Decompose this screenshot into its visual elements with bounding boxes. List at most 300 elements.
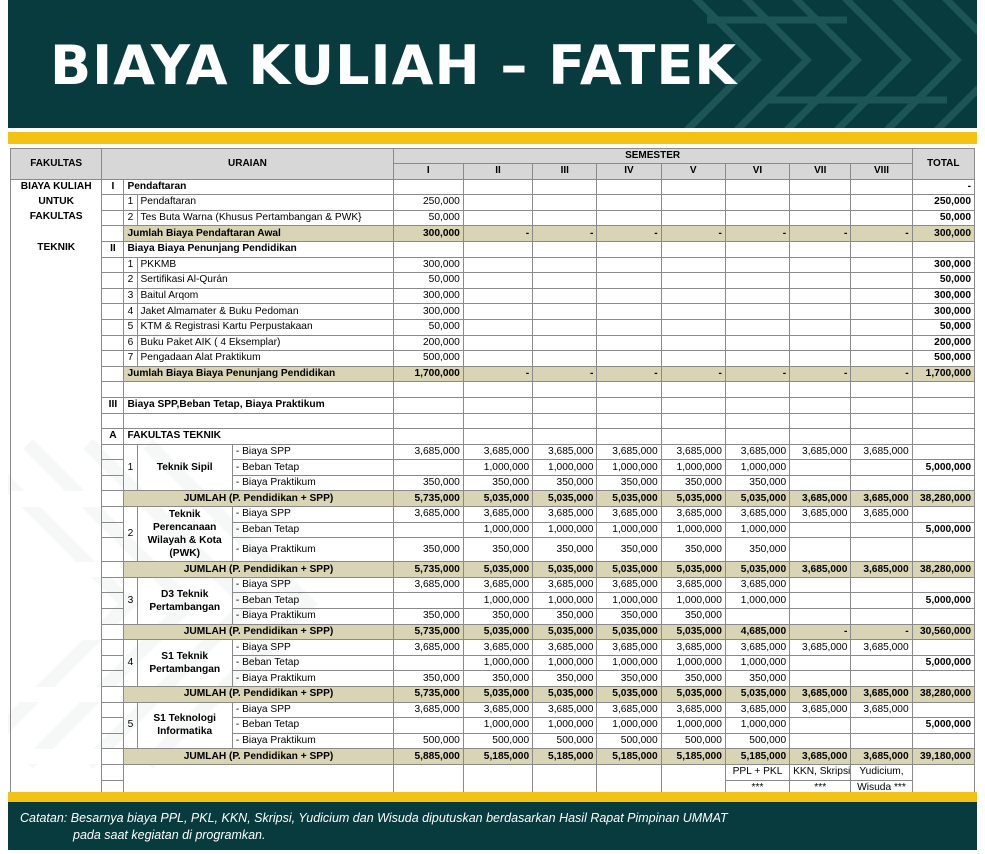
value-cell: 5,035,000	[661, 687, 725, 703]
value-cell: 3,685,000	[463, 444, 532, 460]
value-cell: -	[661, 366, 725, 382]
value-cell	[851, 609, 912, 625]
value-cell: -	[851, 624, 912, 640]
value-cell: 350,000	[661, 671, 725, 687]
item-number: 1	[124, 257, 137, 273]
program-row	[11, 507, 975, 523]
value-cell: 350,000	[393, 538, 463, 562]
value-cell: 1,000,000	[533, 522, 597, 538]
value-cell: 5,035,000	[661, 562, 725, 578]
value-cell: 3,685,000	[393, 577, 463, 593]
item-number: 2	[124, 273, 137, 289]
header-uraian: URAIAN	[102, 149, 393, 180]
value-cell: 1,000,000	[463, 718, 532, 734]
value-cell: 3,685,000	[851, 749, 912, 765]
section-row	[11, 179, 975, 195]
value-cell: 3,685,000	[790, 640, 851, 656]
value-cell	[851, 522, 912, 538]
value-cell: 5,735,000	[393, 624, 463, 640]
section-number: I	[102, 179, 124, 195]
value-cell: 3,685,000	[725, 577, 789, 593]
value-cell: 3,685,000	[661, 640, 725, 656]
value-cell: 350,000	[393, 671, 463, 687]
fakultas-label-line: TEKNIK	[11, 241, 102, 257]
value-cell: 3,685,000	[851, 444, 912, 460]
value-cell: 350,000	[725, 538, 789, 562]
program-name: S1 Teknik Pertambangan	[137, 640, 232, 687]
fee-type-label: - Biaya Praktikum	[232, 609, 393, 625]
table-row	[11, 351, 975, 367]
subsection-title: FAKULTAS TEKNIK	[124, 429, 393, 445]
value-cell: 500,000	[597, 733, 661, 749]
fee-type-label: - Beban Tetap	[232, 522, 393, 538]
value-cell: 350,000	[597, 538, 661, 562]
value-cell: 3,685,000	[393, 640, 463, 656]
subtotal-row	[11, 366, 975, 382]
fee-type-label: - Biaya SPP	[232, 507, 393, 523]
value-cell	[790, 475, 851, 491]
value-cell: 1,000,000	[533, 593, 597, 609]
value-cell: 500,000	[393, 351, 463, 367]
item-number: 5	[124, 319, 137, 335]
value-cell: 300,000	[393, 257, 463, 273]
item-number: 3	[124, 288, 137, 304]
item-number: 6	[124, 335, 137, 351]
value-cell: 350,000	[463, 671, 532, 687]
value-cell: -	[790, 226, 851, 242]
total-cell: 38,280,000	[912, 491, 974, 507]
table-row	[11, 257, 975, 273]
value-cell: 3,685,000	[851, 507, 912, 523]
program-number: 4	[124, 640, 137, 687]
value-cell: 500,000	[533, 733, 597, 749]
value-cell: 5,035,000	[597, 491, 661, 507]
header-semester-vi: VI	[725, 164, 789, 180]
value-cell: 50,000	[393, 210, 463, 226]
total-cell: -	[912, 179, 974, 195]
table-row	[11, 195, 975, 211]
total-cell: 500,000	[912, 351, 974, 367]
table-row	[11, 273, 975, 289]
section-row	[11, 241, 975, 257]
fee-type-label: - Biaya Praktikum	[232, 538, 393, 562]
fee-type-label: - Beban Tetap	[232, 593, 393, 609]
value-cell: 1,000,000	[661, 718, 725, 734]
value-cell: 3,685,000	[790, 562, 851, 578]
header-total: TOTAL	[912, 149, 974, 180]
fakultas-label-line: BIAYA KULIAH	[11, 179, 102, 195]
header-semester-iv: IV	[597, 164, 661, 180]
value-cell	[851, 475, 912, 491]
program-row	[11, 640, 975, 656]
header-semester-vii: VII	[790, 164, 851, 180]
value-cell: 3,685,000	[790, 444, 851, 460]
value-cell: 350,000	[463, 475, 532, 491]
value-cell: 350,000	[661, 538, 725, 562]
program-total-row	[11, 687, 975, 703]
subtotal-label: Jumlah Biaya Pendaftaran Awal	[124, 226, 393, 242]
value-cell: 3,685,000	[661, 702, 725, 718]
total-cell: 50,000	[912, 210, 974, 226]
value-cell: 3,685,000	[851, 640, 912, 656]
value-cell: 1,000,000	[597, 655, 661, 671]
value-cell: 3,685,000	[790, 687, 851, 703]
program-name: Teknik Perencanaan Wilayah & Kota (PWK)	[137, 507, 232, 562]
item-label: Tes Buta Warna (Khusus Pertambangan & PWK}	[137, 210, 393, 226]
value-cell: 5,735,000	[393, 687, 463, 703]
value-cell	[790, 538, 851, 562]
program-number: 2	[124, 507, 137, 562]
fee-type-label: - Beban Tetap	[232, 460, 393, 476]
value-cell: 5,035,000	[463, 562, 532, 578]
subsection-letter: A	[102, 429, 124, 445]
value-cell: 350,000	[597, 475, 661, 491]
total-cell: 50,000	[912, 273, 974, 289]
item-label: PKKMB	[137, 257, 393, 273]
value-cell: 5,035,000	[463, 624, 532, 640]
value-cell: 3,685,000	[790, 507, 851, 523]
value-cell: 1,000,000	[533, 460, 597, 476]
value-cell: 1,000,000	[597, 522, 661, 538]
value-cell: 1,000,000	[597, 593, 661, 609]
value-cell: 3,685,000	[533, 507, 597, 523]
program-row	[11, 702, 975, 718]
value-cell: 1,000,000	[725, 460, 789, 476]
value-cell: 1,000,000	[533, 718, 597, 734]
program-row	[11, 444, 975, 460]
note-footer	[8, 802, 977, 850]
value-cell	[851, 655, 912, 671]
value-cell: 5,885,000	[393, 749, 463, 765]
footnote-mark: ***	[790, 780, 851, 792]
value-cell: -	[790, 366, 851, 382]
section-title: Pendaftaran	[124, 179, 393, 195]
value-cell: 3,685,000	[393, 702, 463, 718]
value-cell	[393, 522, 463, 538]
value-cell: -	[851, 226, 912, 242]
total-cell: 250,000	[912, 195, 974, 211]
value-cell: 3,685,000	[597, 444, 661, 460]
value-cell	[393, 655, 463, 671]
total-cell: 5,000,000	[912, 718, 974, 734]
value-cell: 3,685,000	[661, 577, 725, 593]
value-cell	[851, 671, 912, 687]
value-cell: 3,685,000	[597, 702, 661, 718]
fee-table	[10, 148, 975, 792]
header-semester: SEMESTER	[393, 149, 912, 164]
value-cell: 350,000	[533, 609, 597, 625]
program-total-row	[11, 562, 975, 578]
total-cell: 5,000,000	[912, 522, 974, 538]
subtotal-label: Jumlah Biaya Biaya Penunjang Pendidikan	[124, 366, 393, 382]
value-cell: -	[661, 226, 725, 242]
value-cell: -	[533, 366, 597, 382]
item-label: Baitul Arqom	[137, 288, 393, 304]
value-cell: 5,735,000	[393, 491, 463, 507]
section-title: Biaya SPP,Beban Tetap, Biaya Praktikum	[124, 397, 393, 413]
fee-type-label: - Biaya SPP	[232, 702, 393, 718]
total-cell: 30,560,000	[912, 624, 974, 640]
value-cell: 1,000,000	[597, 718, 661, 734]
value-cell: 5,035,000	[463, 687, 532, 703]
value-cell: 3,685,000	[393, 507, 463, 523]
value-cell	[393, 718, 463, 734]
value-cell: 5,185,000	[725, 749, 789, 765]
value-cell: -	[790, 624, 851, 640]
value-cell: 3,685,000	[725, 444, 789, 460]
value-cell: 350,000	[661, 609, 725, 625]
value-cell: 3,685,000	[463, 507, 532, 523]
header-semester-viii: VIII	[851, 164, 912, 180]
value-cell: 5,185,000	[661, 749, 725, 765]
value-cell: 3,685,000	[533, 577, 597, 593]
fee-type-label: - Beban Tetap	[232, 718, 393, 734]
value-cell	[851, 577, 912, 593]
subsection-row	[11, 429, 975, 445]
header-semester-i: I	[393, 164, 463, 180]
value-cell: 1,000,000	[661, 593, 725, 609]
program-number: 1	[124, 444, 137, 491]
value-cell: 5,035,000	[661, 624, 725, 640]
value-cell: 3,685,000	[851, 702, 912, 718]
value-cell: 500,000	[463, 733, 532, 749]
item-label: KTM & Registrasi Kartu Perpustakaan	[137, 319, 393, 335]
value-cell	[790, 718, 851, 734]
value-cell: 350,000	[393, 475, 463, 491]
fakultas-label-line: FAKULTAS	[11, 210, 102, 226]
spacer-row	[11, 413, 975, 429]
spacer-row	[11, 382, 975, 398]
value-cell: 4,685,000	[725, 624, 789, 640]
program-total-row	[11, 749, 975, 765]
total-cell: 38,280,000	[912, 687, 974, 703]
value-cell: -	[533, 226, 597, 242]
value-cell: 1,000,000	[463, 460, 532, 476]
value-cell	[851, 733, 912, 749]
item-label: Buku Paket AIK ( 4 Eksemplar)	[137, 335, 393, 351]
value-cell: 300,000	[393, 288, 463, 304]
value-cell: 1,000,000	[533, 655, 597, 671]
fee-type-label: - Biaya SPP	[232, 444, 393, 460]
value-cell: 50,000	[393, 273, 463, 289]
value-cell: 3,685,000	[725, 702, 789, 718]
fakultas-label-line: UNTUK	[11, 195, 102, 211]
fee-type-label: - Biaya Praktikum	[232, 475, 393, 491]
fee-type-label: - Beban Tetap	[232, 655, 393, 671]
value-cell	[851, 538, 912, 562]
value-cell: 350,000	[597, 609, 661, 625]
total-cell: 38,280,000	[912, 562, 974, 578]
value-cell	[393, 460, 463, 476]
value-cell: 1,000,000	[597, 460, 661, 476]
total-cell: 300,000	[912, 304, 974, 320]
title-banner	[8, 0, 977, 128]
value-cell: 350,000	[463, 538, 532, 562]
value-cell: 500,000	[393, 733, 463, 749]
value-cell: 300,000	[393, 304, 463, 320]
total-cell: 300,000	[912, 288, 974, 304]
value-cell: 50,000	[393, 319, 463, 335]
item-number: 2	[124, 210, 137, 226]
item-number: 1	[124, 195, 137, 211]
footnote-kkn-skripsi: KKN, Skripsi	[790, 764, 851, 780]
value-cell	[393, 593, 463, 609]
value-cell: 1,700,000	[393, 366, 463, 382]
value-cell: -	[725, 226, 789, 242]
section-row	[11, 397, 975, 413]
value-cell	[790, 671, 851, 687]
program-total-row	[11, 491, 975, 507]
note-line: Catatan: Besarnya biaya PPL, PKL, KKN, Skripsi, Yudicium dan Wisuda diputuskan berdasarkan Hasil Rapat Pimpinan UMMAT	[20, 811, 728, 825]
value-cell: 1,000,000	[661, 522, 725, 538]
total-cell: 1,700,000	[912, 366, 974, 382]
fee-type-label: - Biaya Praktikum	[232, 733, 393, 749]
program-section	[11, 444, 975, 764]
value-cell: 350,000	[533, 671, 597, 687]
value-cell: 3,685,000	[463, 640, 532, 656]
value-cell	[790, 733, 851, 749]
value-cell: 3,685,000	[790, 749, 851, 765]
value-cell: 1,000,000	[661, 655, 725, 671]
value-cell: 350,000	[725, 475, 789, 491]
value-cell: 3,685,000	[851, 562, 912, 578]
value-cell: -	[725, 366, 789, 382]
value-cell: 5,035,000	[597, 562, 661, 578]
gold-band-top	[8, 132, 977, 144]
value-cell: 5,035,000	[533, 687, 597, 703]
program-number: 5	[124, 702, 137, 749]
total-cell: 5,000,000	[912, 655, 974, 671]
note-line: pada saat kegiatan di programkan.	[73, 828, 266, 842]
fee-type-label: - Biaya SPP	[232, 577, 393, 593]
value-cell: 3,685,000	[725, 640, 789, 656]
value-cell: 5,035,000	[533, 624, 597, 640]
value-cell: 3,685,000	[533, 444, 597, 460]
item-number: 4	[124, 304, 137, 320]
value-cell: 250,000	[393, 195, 463, 211]
value-cell: 350,000	[533, 538, 597, 562]
value-cell	[725, 609, 789, 625]
value-cell: 3,685,000	[393, 444, 463, 460]
value-cell: 5,035,000	[661, 491, 725, 507]
value-cell	[851, 718, 912, 734]
program-total-label: JUMLAH (P. Pendidikan + SPP)	[124, 562, 393, 578]
subtotal-row	[11, 226, 975, 242]
value-cell: 3,685,000	[725, 507, 789, 523]
footnote-yudicium: Yudicium,	[851, 764, 912, 780]
total-cell: 200,000	[912, 335, 974, 351]
value-cell	[790, 609, 851, 625]
value-cell: -	[597, 366, 661, 382]
value-cell: 500,000	[725, 733, 789, 749]
value-cell: 5,035,000	[725, 562, 789, 578]
header-semester-iii: III	[533, 164, 597, 180]
footnote-row	[11, 764, 975, 780]
value-cell: -	[463, 366, 532, 382]
value-cell: 1,000,000	[725, 655, 789, 671]
table-row	[11, 319, 975, 335]
fee-sheet	[8, 144, 977, 792]
value-cell: -	[463, 226, 532, 242]
page-title: BIAYA KULIAH – FATEK	[50, 34, 738, 97]
header-fakultas: FAKULTAS	[11, 149, 102, 180]
program-name: D3 Teknik Pertambangan	[137, 577, 232, 624]
header-semester-ii: II	[463, 164, 532, 180]
item-label: Pendaftaran	[137, 195, 393, 211]
value-cell: 3,685,000	[851, 491, 912, 507]
value-cell: 5,035,000	[597, 624, 661, 640]
value-cell: 1,000,000	[725, 522, 789, 538]
value-cell: 350,000	[393, 609, 463, 625]
value-cell: 1,000,000	[463, 522, 532, 538]
total-cell: 39,180,000	[912, 749, 974, 765]
item-label: Pengadaan Alat Praktikum	[137, 351, 393, 367]
value-cell: 350,000	[463, 609, 532, 625]
value-cell: 5,185,000	[533, 749, 597, 765]
value-cell: 3,685,000	[597, 640, 661, 656]
value-cell	[790, 593, 851, 609]
value-cell: 3,685,000	[661, 507, 725, 523]
item-number: 7	[124, 351, 137, 367]
program-total-row	[11, 624, 975, 640]
footnote-mark: ***	[725, 780, 789, 792]
fee-type-label: - Biaya Praktikum	[232, 671, 393, 687]
value-cell: 5,035,000	[725, 687, 789, 703]
item-label: Jaket Almamater & Buku Pedoman	[137, 304, 393, 320]
value-cell: -	[597, 226, 661, 242]
value-cell: 5,035,000	[725, 491, 789, 507]
gold-band-bottom	[8, 792, 977, 802]
program-name: Teknik Sipil	[137, 444, 232, 491]
table-row	[11, 304, 975, 320]
value-cell: 3,685,000	[661, 444, 725, 460]
value-cell: 500,000	[661, 733, 725, 749]
value-cell: 1,000,000	[463, 655, 532, 671]
table-row	[11, 210, 975, 226]
section-title: Biaya Biaya Penunjang Pendidikan	[124, 241, 393, 257]
fee-type-label: - Biaya SPP	[232, 640, 393, 656]
value-cell: 1,000,000	[725, 718, 789, 734]
program-row	[11, 577, 975, 593]
value-cell	[790, 460, 851, 476]
table-row	[11, 288, 975, 304]
value-cell: 350,000	[725, 671, 789, 687]
value-cell	[790, 655, 851, 671]
value-cell: 5,185,000	[463, 749, 532, 765]
program-total-label: JUMLAH (P. Pendidikan + SPP)	[124, 687, 393, 703]
value-cell	[790, 577, 851, 593]
value-cell: 200,000	[393, 335, 463, 351]
value-cell: 3,685,000	[533, 702, 597, 718]
value-cell: 350,000	[533, 475, 597, 491]
value-cell: 3,685,000	[463, 702, 532, 718]
program-total-label: JUMLAH (P. Pendidikan + SPP)	[124, 491, 393, 507]
section-number: II	[102, 241, 124, 257]
value-cell: 1,000,000	[661, 460, 725, 476]
footnote-ppl-pkl: PPL + PKL	[725, 764, 789, 780]
value-cell: 3,685,000	[790, 491, 851, 507]
value-cell: 3,685,000	[597, 507, 661, 523]
total-cell: 300,000	[912, 226, 974, 242]
program-total-label: JUMLAH (P. Pendidikan + SPP)	[124, 624, 393, 640]
program-total-label: JUMLAH (P. Pendidikan + SPP)	[124, 749, 393, 765]
footnote-wisuda: Wisuda ***	[851, 780, 912, 792]
value-cell: 3,685,000	[790, 702, 851, 718]
program-name: S1 Teknologi Informatika	[137, 702, 232, 749]
value-cell: 5,035,000	[533, 491, 597, 507]
header-semester-v: V	[661, 164, 725, 180]
total-cell: 50,000	[912, 319, 974, 335]
